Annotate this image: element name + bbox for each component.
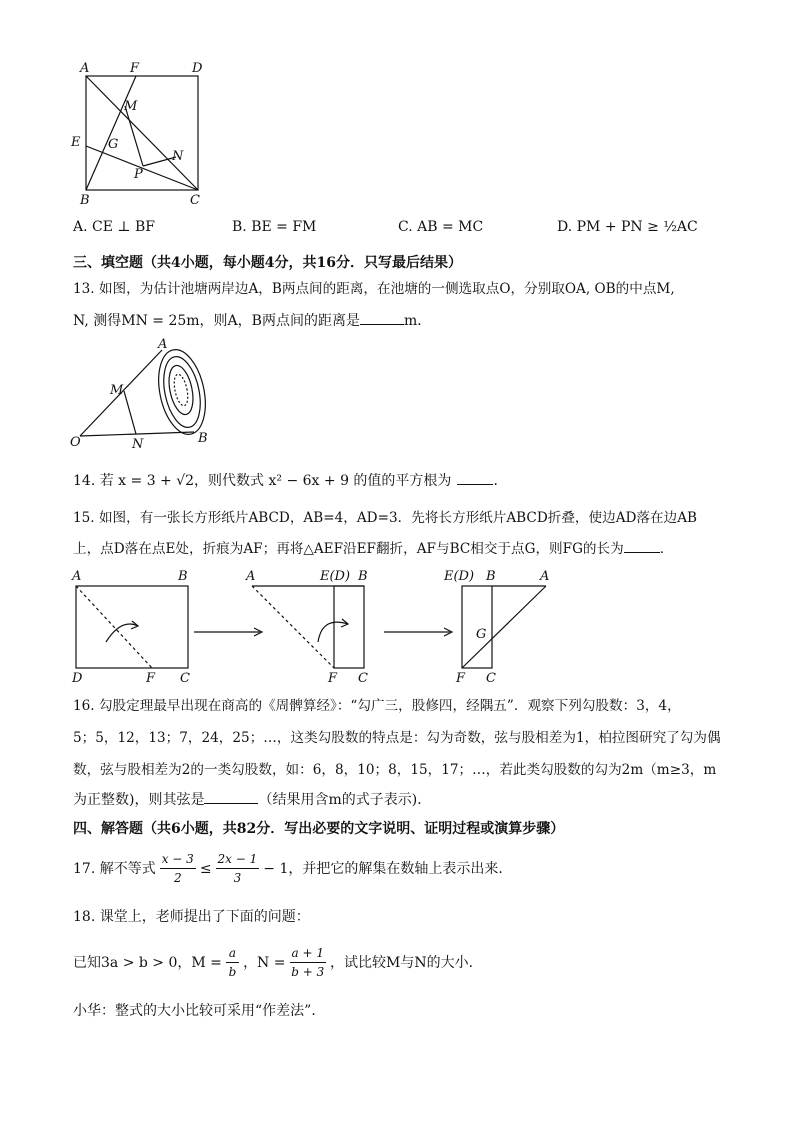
option-c: C. AB = MC <box>398 219 484 235</box>
q17-den2: 3 <box>233 871 242 885</box>
q17-den1: 2 <box>173 871 182 885</box>
p2-label-c: C <box>358 671 368 686</box>
label-g: G <box>108 137 119 152</box>
segment-bf <box>86 76 136 190</box>
fold-line-1 <box>76 586 152 668</box>
label-d: D <box>192 61 203 76</box>
figure-q15 <box>66 566 566 686</box>
p3-label-g: G <box>476 627 487 642</box>
p3-label-b: B <box>486 569 496 584</box>
fold-line-2 <box>252 586 334 668</box>
p3-label-f: F <box>456 671 466 686</box>
q18-nnum: a + 1 <box>290 944 326 963</box>
q15-answer-blank[interactable] <box>624 538 660 553</box>
q16-answer-blank[interactable] <box>204 789 258 804</box>
q13-line2 <box>73 310 431 332</box>
q15-line2-tail: ． <box>659 541 674 557</box>
fold-arrow-1 <box>106 624 138 642</box>
q17-fraction-2 <box>216 850 260 887</box>
figure-q12 <box>66 58 216 210</box>
q17-rel: ≤ <box>199 860 212 877</box>
label-e: E <box>71 135 81 150</box>
q16-line4-tail: （结果用含m的式子表示)． <box>258 792 432 808</box>
q18-pre: 已知3a > b > 0，M = <box>73 954 222 971</box>
pond-center <box>172 373 190 407</box>
q18-mid: ，N = <box>243 954 286 971</box>
q13-answer-blank[interactable] <box>360 310 404 325</box>
p2-label-ed: E(D) <box>320 569 351 584</box>
q13-line2-tail: m． <box>403 313 432 329</box>
fold-arrow-2 <box>318 622 348 642</box>
segment-ob <box>80 432 194 436</box>
label-f: F <box>130 61 140 76</box>
label-b: B <box>198 431 208 446</box>
label-o: O <box>70 435 81 450</box>
label-m: M <box>124 99 138 114</box>
p1-label-b: B <box>178 569 188 584</box>
p2-label-f: F <box>328 671 338 686</box>
q16-line4 <box>73 789 431 811</box>
q18-line1: 18. 课堂上，老师提出了下面的问题： <box>73 909 310 925</box>
q14-line <box>73 470 507 492</box>
option-d: D. PM + PN ≥ ½AC <box>557 219 698 235</box>
q18-line2 <box>73 944 483 981</box>
p2-label-a: A <box>246 569 256 584</box>
q16-line4-text: 为正整数)，则其弦是 <box>73 792 205 808</box>
p1-label-f: F <box>146 671 156 686</box>
q13-line1: 13. 如图，为估计池塘两岸边A，B两点间的距离，在池塘的一侧选取点O，分别取OA, OB的中点M, <box>73 281 675 297</box>
p3-label-ed: E(D) <box>444 569 475 584</box>
option-a: A. CE ⊥ BF <box>73 219 156 235</box>
label-a: A <box>80 61 90 76</box>
figure-q13 <box>66 334 226 452</box>
label-n: N <box>132 437 144 452</box>
option-b: B. BE = FM <box>232 219 317 235</box>
label-a: A <box>158 337 168 352</box>
segment-mn <box>124 391 136 434</box>
segment-fa-3 <box>462 586 546 668</box>
q18-line3: 小华：整式的大小比较可采用“作差法”． <box>73 1003 326 1019</box>
segment-mp <box>125 106 143 166</box>
label-c: C <box>190 193 200 208</box>
q18-post: ，试比较M与N的大小． <box>329 954 483 971</box>
q17-num2: 2x − 1 <box>216 850 260 869</box>
q14-text: 14. 若 x = 3 + √2，则代数式 x² − 6x + 9 的值的平方根为 <box>73 473 452 489</box>
q18-mden: b <box>228 965 237 979</box>
q17-prefix: 17. 解不等式 <box>73 860 156 877</box>
q16-line2: 5；5，12，13；7，24，25；…，这类勾股数的特点是：勾为奇数，弦与股相差为1，柏拉图研究了勾为偶 <box>73 730 721 746</box>
pond-outer <box>152 345 213 438</box>
q14-tail: ． <box>493 473 508 489</box>
strip-2 <box>334 586 364 668</box>
p3-label-c: C <box>486 671 496 686</box>
q16-line1: 16. 勾股定理最早出现在商高的《周髀算经》：“勾广三，股修四，经隅五”．观察下列勾股数：3，4， <box>73 698 681 714</box>
label-m: M <box>110 383 124 398</box>
label-n: N <box>172 149 184 164</box>
p2-label-b: B <box>358 569 368 584</box>
q15-line1: 15. 如图，有一张长方形纸片ABCD，AB=4，AD=3．先将长方形纸片ABCD折叠，使边AD落在边AB <box>73 510 697 526</box>
q17-num1: x − 3 <box>160 850 196 869</box>
q15-line2-text: 上，点D落在点E处，折痕为AF；再将△AEF沿EF翻折，AF与BC相交于点G，则FG的长为 <box>73 541 624 557</box>
q16-line3: 数，弦与股相差为2的一类勾股数，如：6，8，10；8，15，17；…，若此类勾股数的勾为2m（m≥3，m <box>73 762 717 778</box>
q15-line2 <box>73 538 673 560</box>
p3-label-a: A <box>540 569 550 584</box>
rect-abcd-1 <box>76 586 188 668</box>
q17-minus: − 1，并把它的解集在数轴上表示出来． <box>263 860 513 877</box>
p1-label-c: C <box>180 671 190 686</box>
section4-heading: 四、解答题（共6小题，共82分．写出必要的文字说明、证明过程或演算步骤） <box>73 821 565 837</box>
label-p: P <box>134 167 143 182</box>
q17-fraction-1 <box>160 850 196 887</box>
q18-mnum: a <box>226 944 239 963</box>
q18-nden: b + 3 <box>291 965 325 979</box>
pond-ring <box>158 353 206 430</box>
q18-fraction-m <box>226 944 239 981</box>
p1-label-a: A <box>72 569 82 584</box>
p1-label-d: D <box>72 671 83 686</box>
q18-fraction-n <box>290 944 326 981</box>
label-b: B <box>80 193 90 208</box>
q13-line2-text: N, 测得MN = 25m，则A，B两点间的距离是 <box>73 313 360 329</box>
q17-line <box>73 850 512 887</box>
q14-answer-blank[interactable] <box>457 470 493 485</box>
section3-heading: 三、填空题（共4小题，每小题4分，共16分．只写最后结果） <box>73 255 462 271</box>
